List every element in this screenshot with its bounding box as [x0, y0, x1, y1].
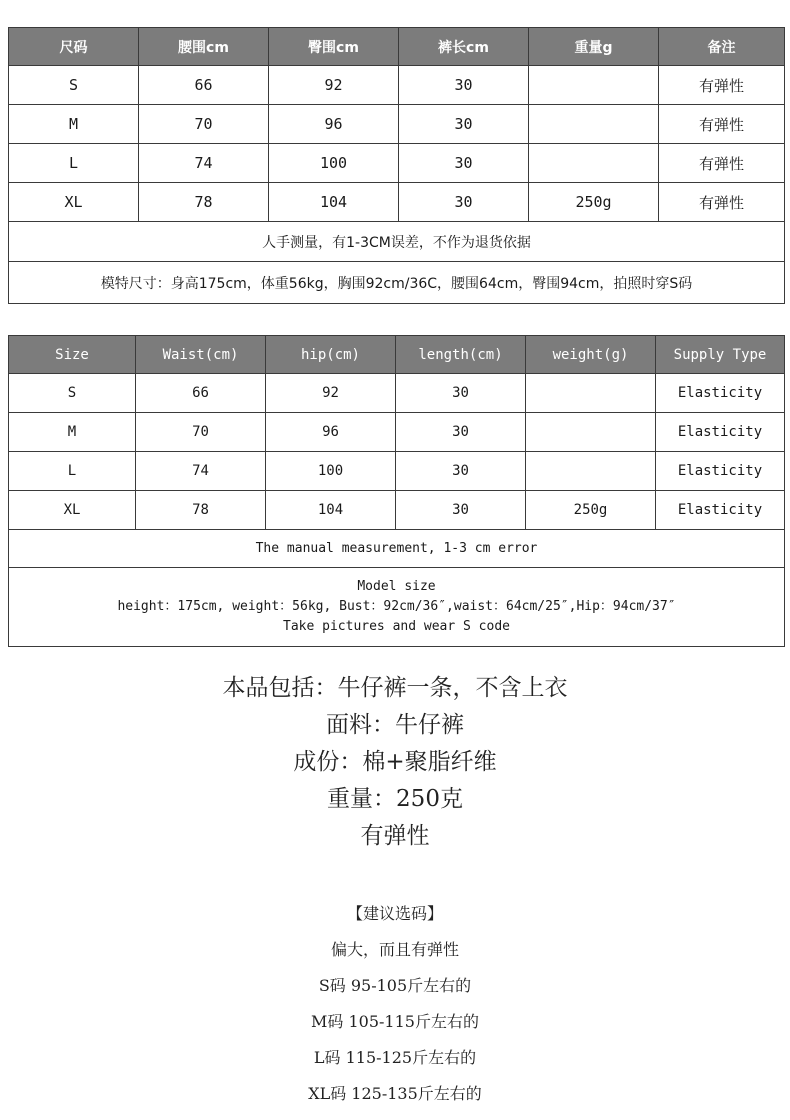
cell-length: 30: [399, 144, 529, 183]
measurement-note-row: [9, 222, 785, 262]
cell-size: M: [9, 413, 136, 452]
cell-waist: 78: [139, 183, 269, 222]
cell-weight: 250g: [526, 491, 656, 530]
size-advice-title: 【建议选码】: [346, 904, 443, 923]
product-elasticity: 有弹性: [360, 823, 430, 849]
table-row: [9, 452, 785, 491]
cell-hip: 92: [266, 374, 396, 413]
table-row: [9, 105, 785, 144]
header-hip: hip(cm): [266, 336, 396, 374]
table-row: [9, 66, 785, 105]
product-weight: 重量：250克: [327, 786, 463, 812]
product-includes: 本品包括：牛仔裤一条，不含上衣: [222, 675, 568, 701]
cell-supply-type: Elasticity: [656, 452, 785, 491]
table-header-row: [9, 336, 785, 374]
cell-length: 30: [399, 105, 529, 144]
header-hip: 臀围cm: [269, 28, 399, 66]
table-row: [9, 491, 785, 530]
header-weight: 重量g: [529, 28, 659, 66]
measurement-note-row: [9, 530, 785, 568]
header-length: length(cm): [396, 336, 526, 374]
cell-size: XL: [9, 491, 136, 530]
cell-remark: 有弹性: [659, 183, 785, 222]
cell-hip: 100: [269, 144, 399, 183]
cell-waist: 66: [136, 374, 266, 413]
cell-hip: 104: [266, 491, 396, 530]
cell-size: S: [9, 66, 139, 105]
header-waist: Waist(cm): [136, 336, 266, 374]
size-advice-xl: XL码 125-135斤左右的: [308, 1084, 482, 1103]
header-remark: 备注: [659, 28, 785, 66]
cell-waist: 74: [139, 144, 269, 183]
cell-waist: 70: [139, 105, 269, 144]
cell-hip: 92: [269, 66, 399, 105]
cell-supply-type: Elasticity: [656, 413, 785, 452]
table-header-row: [9, 28, 785, 66]
model-note-row: [9, 568, 785, 647]
cell-length: 30: [396, 374, 526, 413]
model-note-row: [9, 262, 785, 304]
cell-waist: 74: [136, 452, 266, 491]
cell-length: 30: [396, 413, 526, 452]
cell-remark: 有弹性: [659, 66, 785, 105]
cell-length: 30: [396, 452, 526, 491]
cell-supply-type: Elasticity: [656, 491, 785, 530]
cell-waist: 66: [139, 66, 269, 105]
model-size-note: 模特尺寸：身高175cm，体重56kg，胸围92cm/36C，腰围64cm，臀围94cm，拍照时穿S码: [9, 262, 785, 304]
header-length: 裤长cm: [399, 28, 529, 66]
size-advice-note: 偏大，而且有弹性: [330, 940, 459, 959]
chinese-size-table: [8, 27, 785, 304]
cell-remark: 有弹性: [659, 144, 785, 183]
cell-size: L: [9, 452, 136, 491]
size-advice: [0, 896, 790, 1112]
header-weight: weight(g): [526, 336, 656, 374]
cell-length: 30: [399, 183, 529, 222]
header-size: Size: [9, 336, 136, 374]
cell-weight: [529, 144, 659, 183]
header-size: 尺码: [9, 28, 139, 66]
cell-remark: 有弹性: [659, 105, 785, 144]
cell-weight: [526, 374, 656, 413]
size-advice-m: M码 105-115斤左右的: [311, 1012, 479, 1031]
model-measurements: height：175cm, weight：56kg, Bust：92cm/36″,waist：64cm/25″,Hip：94cm/37″: [117, 599, 676, 614]
cell-waist: 70: [136, 413, 266, 452]
cell-waist: 78: [136, 491, 266, 530]
cell-length: 30: [396, 491, 526, 530]
cell-supply-type: Elasticity: [656, 374, 785, 413]
cell-size: M: [9, 105, 139, 144]
cell-hip: 104: [269, 183, 399, 222]
table-row: [9, 413, 785, 452]
product-info: [0, 670, 790, 855]
header-waist: 腰围cm: [139, 28, 269, 66]
size-advice-s: S码 95-105斤左右的: [318, 976, 472, 995]
table-row: [9, 183, 785, 222]
table-row: [9, 144, 785, 183]
cell-size: XL: [9, 183, 139, 222]
cell-hip: 96: [269, 105, 399, 144]
measurement-note: The manual measurement, 1-3 cm error: [9, 530, 785, 568]
model-size-footer: Take pictures and wear S code: [283, 619, 510, 634]
cell-hip: 100: [266, 452, 396, 491]
cell-weight: [526, 413, 656, 452]
product-composition: 成份：棉+聚脂纤维: [293, 749, 497, 775]
model-size-title: Model size: [357, 579, 436, 594]
model-size-note: [9, 568, 785, 647]
measurement-note: 人手测量，有1-3CM误差，不作为退货依据: [9, 222, 785, 262]
cell-size: L: [9, 144, 139, 183]
english-size-table: [8, 335, 785, 647]
cell-size: S: [9, 374, 136, 413]
product-fabric: 面料：牛仔裤: [326, 712, 464, 738]
header-supply-type: Supply Type: [656, 336, 785, 374]
cell-weight: 250g: [529, 183, 659, 222]
cell-weight: [529, 66, 659, 105]
cell-weight: [529, 105, 659, 144]
cell-length: 30: [399, 66, 529, 105]
size-advice-l: L码 115-125斤左右的: [313, 1048, 477, 1067]
cell-weight: [526, 452, 656, 491]
table-row: [9, 374, 785, 413]
cell-hip: 96: [266, 413, 396, 452]
